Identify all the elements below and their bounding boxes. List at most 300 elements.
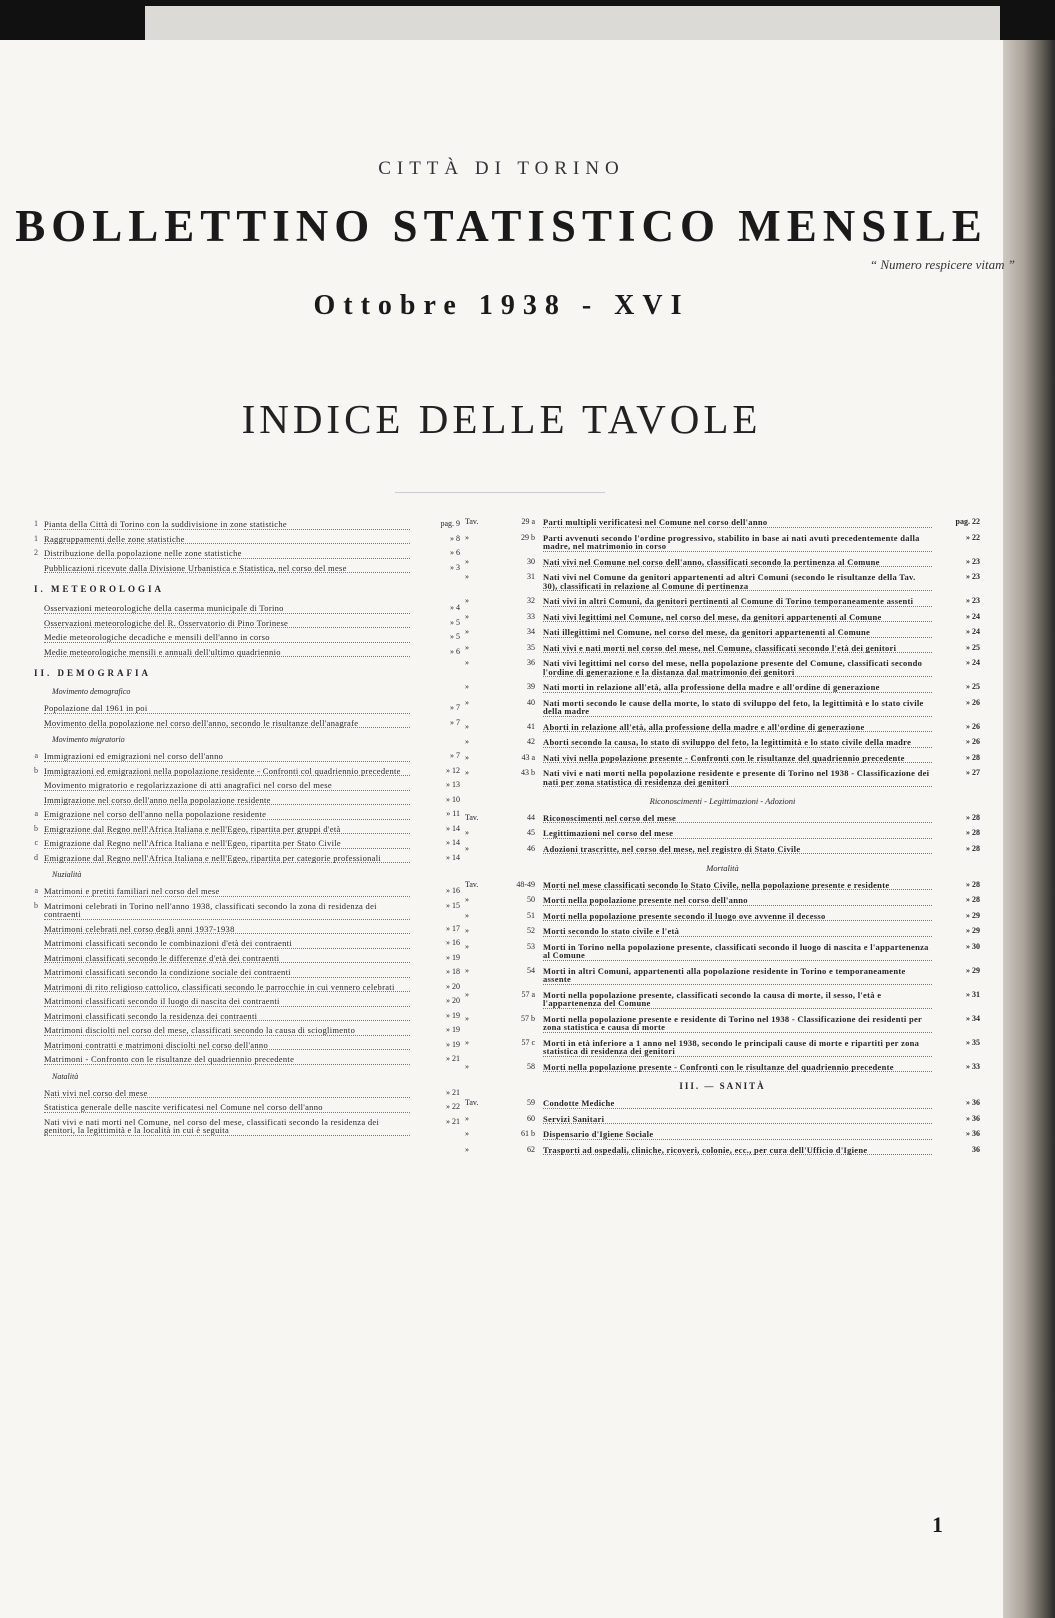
index-entry bbox=[0, 535, 460, 545]
entry-number: b bbox=[34, 900, 38, 910]
table-number: 41 bbox=[527, 721, 535, 731]
table-title: Morti nella popolazione presente, classificati secondo la causa di morte, il sesso, l'età e l'appartenenza del Comune bbox=[543, 991, 932, 1009]
entry-number: c bbox=[34, 838, 38, 847]
movimento-migratorio-list bbox=[0, 752, 460, 863]
table-index-entry bbox=[465, 943, 980, 961]
movimento-demografico-list bbox=[0, 704, 460, 728]
table-number: 58 bbox=[527, 1061, 535, 1071]
table-number: 40 bbox=[527, 697, 535, 707]
entry-page: » 19 bbox=[446, 952, 460, 962]
subsection-riconoscimenti: Riconoscimenti - Legittimazioni - Adozioni bbox=[649, 796, 796, 806]
entry-title: Raggruppamenti delle zone statistiche bbox=[44, 535, 410, 545]
entry-title: Matrimoni classificati secondo il luogo di nascita dei contraenti bbox=[44, 997, 410, 1007]
entry-page: » 16 bbox=[446, 938, 460, 947]
section-demografia: II. DEMOGRAFIA bbox=[34, 668, 152, 678]
table-index-entry bbox=[465, 967, 980, 985]
entry-title: Osservazioni meteorologiche della caserma municipale di Torino bbox=[44, 604, 410, 614]
table-number: 30 bbox=[527, 556, 535, 566]
entry-number: a bbox=[34, 809, 38, 818]
table-number: 51 bbox=[527, 910, 535, 920]
table-page: » 24 bbox=[966, 627, 980, 636]
index-entry bbox=[0, 968, 460, 978]
index-entry bbox=[0, 719, 460, 729]
entry-page: » 11 bbox=[446, 809, 460, 818]
table-page: » 24 bbox=[966, 611, 980, 621]
entry-title: Osservazioni meteorologiche del R. Osservatorio di Pino Torinese bbox=[44, 619, 410, 629]
table-number: 33 bbox=[527, 611, 535, 621]
nuzialita-list bbox=[0, 887, 460, 1065]
table-prefix: Tav. bbox=[465, 812, 479, 822]
table-page: » 35 bbox=[966, 1037, 980, 1047]
table-number: 61 b bbox=[521, 1129, 535, 1138]
entry-page: » 6 bbox=[450, 548, 460, 557]
table-index-entry bbox=[465, 573, 980, 591]
issue-date: Ottobre 1938 - XVI bbox=[313, 290, 690, 321]
entry-page: » 7 bbox=[450, 703, 460, 712]
entry-number: 1 bbox=[34, 533, 38, 543]
entry-number: b bbox=[34, 823, 38, 833]
table-title: Nati vivi legittimi nel corso del mese, nella popolazione presente del Comune, classificati secondo l'ordine di generazione e la distanza dal matrimonio dei genitori bbox=[543, 659, 932, 677]
table-page: » 25 bbox=[966, 642, 980, 652]
table-title: Dispensario d'Igiene Sociale bbox=[543, 1130, 932, 1140]
entry-page: pag. 9 bbox=[440, 519, 460, 528]
entry-title: Distribuzione della popolazione nelle zone statistiche bbox=[44, 549, 410, 559]
table-title: Morti nella popolazione presente nel corso dell'anno bbox=[543, 896, 932, 906]
table-number: 54 bbox=[527, 965, 535, 975]
table-title: Nati morti secondo le cause della morte, lo stato di sviluppo del feto, la legittimità e lo stato civile della madre bbox=[543, 699, 932, 717]
table-index-entry bbox=[465, 896, 980, 906]
table-prefix: » bbox=[465, 532, 469, 542]
entry-page: » 12 bbox=[446, 765, 460, 775]
table-prefix: » bbox=[465, 737, 469, 746]
index-entry bbox=[0, 564, 460, 574]
table-index-entry bbox=[465, 845, 980, 855]
index-entry bbox=[0, 1103, 460, 1113]
riconoscimenti-list bbox=[465, 814, 980, 855]
entry-title: Matrimoni celebrati in Torino nell'anno 1938, classificati secondo la zona di residenza dei contraenti bbox=[44, 902, 410, 920]
table-title: Nati vivi nel Comune da genitori appartenenti ad altri Comuni (secondo le risultanze della Tav. 30), classificati in relazione al Comune di pertinenza bbox=[543, 573, 932, 591]
table-page: » 29 bbox=[966, 965, 980, 975]
entry-page: » 20 bbox=[446, 996, 460, 1005]
table-prefix: » bbox=[465, 768, 469, 777]
entry-page: » 21 bbox=[446, 1116, 460, 1126]
table-index-entry bbox=[465, 699, 980, 717]
intro-list bbox=[0, 520, 460, 573]
index-entry bbox=[0, 997, 460, 1007]
table-page: » 31 bbox=[966, 989, 980, 999]
table-page: » 23 bbox=[966, 556, 980, 566]
mortalita-list bbox=[465, 881, 980, 1073]
table-page: 36 bbox=[972, 1144, 980, 1154]
entry-title: Nati vivi e nati morti nel Comune, nel corso del mese, classificati secondo la residenza dei genitori, la legittimità e la località in cui è seguita bbox=[44, 1118, 410, 1136]
table-number: 34 bbox=[527, 627, 535, 636]
entry-title: Medie meteorologiche decadiche e mensili dell'anno in corso bbox=[44, 633, 410, 643]
subsection-movimento-migratorio: Movimento migratorio bbox=[52, 735, 125, 744]
table-title: Trasporti ad ospedali, cliniche, ricoveri, colonie, ecc., per cura dell'Ufficio d'Igiene bbox=[543, 1146, 932, 1156]
table-index-entry bbox=[465, 829, 980, 839]
table-number: 32 bbox=[527, 596, 535, 605]
table-title: Riconoscimenti nel corso del mese bbox=[543, 814, 932, 824]
table-title: Legittimazioni nel corso del mese bbox=[543, 829, 932, 839]
entry-page: » 21 bbox=[446, 1054, 460, 1063]
index-entry bbox=[0, 1041, 460, 1051]
index-entry bbox=[0, 887, 460, 897]
entry-title: Matrimoni - Confronto con le risultanze del quadriennio precedente bbox=[44, 1055, 410, 1065]
table-page: » 23 bbox=[966, 596, 980, 605]
table-index-entry bbox=[465, 518, 980, 528]
table-index-entry bbox=[465, 1039, 980, 1057]
sanita-list bbox=[465, 1099, 980, 1155]
table-page: » 28 bbox=[966, 879, 980, 889]
entry-page: » 19 bbox=[446, 1010, 460, 1020]
entry-title: Emigrazione nel corso dell'anno nella popolazione residente bbox=[44, 810, 410, 820]
table-index-entry bbox=[465, 769, 980, 787]
entry-title: Matrimoni classificati secondo le combinazioni d'età dei contraenti bbox=[44, 939, 410, 949]
table-title: Nati vivi e nati morti nel corso del mese, nel Comune, classificati secondo l'età dei genitori bbox=[543, 644, 932, 654]
table-number: 48-49 bbox=[516, 879, 535, 889]
table-prefix: Tav. bbox=[465, 879, 479, 889]
entry-page: » 14 bbox=[446, 823, 460, 833]
table-number: 43 a bbox=[521, 752, 535, 762]
entry-number: 1 bbox=[34, 519, 38, 528]
table-index-entry bbox=[465, 723, 980, 733]
table-number: 45 bbox=[527, 828, 535, 837]
table-prefix: » bbox=[465, 910, 469, 920]
table-prefix: » bbox=[465, 1144, 469, 1154]
table-number: 60 bbox=[527, 1113, 535, 1123]
entry-page: » 17 bbox=[446, 923, 460, 933]
table-page: » 28 bbox=[966, 812, 980, 822]
entry-page: » 18 bbox=[446, 967, 460, 976]
section-sanita: III. — SANITÀ bbox=[679, 1081, 766, 1091]
table-page: » 26 bbox=[966, 721, 980, 731]
section-meteorologia: I. METEOROLOGIA bbox=[34, 584, 165, 594]
entry-title: Movimento migratorio e regolarizzazione di atti anagrafici nel corso del mese bbox=[44, 781, 410, 791]
table-page: » 33 bbox=[966, 1061, 980, 1071]
table-prefix: » bbox=[465, 596, 469, 605]
bulletin-title: BOLLETTINO STATISTICO MENSILE bbox=[15, 201, 988, 251]
table-page: » 24 bbox=[966, 658, 980, 667]
table-title: Morti nella popolazione presente secondo il luogo ove avvenne il decesso bbox=[543, 912, 932, 922]
table-prefix: » bbox=[465, 556, 469, 566]
index-entry bbox=[0, 902, 460, 920]
table-number: 43 b bbox=[521, 768, 535, 777]
table-title: Parti avvenuti secondo l'ordine progressivo, stabilito in base ai nati avuti precedentemente dalla madre, nel matrimonio in corso bbox=[543, 534, 932, 552]
table-number: 29 a bbox=[521, 517, 535, 526]
table-prefix: » bbox=[465, 989, 469, 999]
table-number: 57 b bbox=[521, 1013, 535, 1023]
entry-title: Matrimoni classificati secondo la condizione sociale dei contraenti bbox=[44, 968, 410, 978]
index-entry bbox=[0, 704, 460, 714]
entry-page: » 14 bbox=[446, 852, 460, 862]
table-page: » 23 bbox=[966, 572, 980, 581]
table-number: 59 bbox=[527, 1098, 535, 1107]
index-entry bbox=[0, 854, 460, 864]
index-entry bbox=[0, 781, 460, 791]
entry-page: » 19 bbox=[446, 1039, 460, 1049]
table-page: » 25 bbox=[966, 682, 980, 691]
index-entry bbox=[0, 954, 460, 964]
table-index-entry bbox=[465, 628, 980, 638]
right-column bbox=[465, 518, 980, 1161]
entry-title: Matrimoni disciolti nel corso del mese, classificati secondo la causa di scioglimento bbox=[44, 1026, 410, 1036]
entry-page: » 8 bbox=[450, 533, 460, 543]
table-page: » 29 bbox=[966, 910, 980, 920]
entry-page: » 14 bbox=[446, 838, 460, 847]
entry-title: Emigrazione dal Regno nell'Africa Italiana e nell'Egeo, ripartita per Stato Civile bbox=[44, 839, 410, 849]
entry-page: » 6 bbox=[450, 646, 460, 656]
table-prefix: » bbox=[465, 895, 469, 904]
table-index-entry bbox=[465, 683, 980, 693]
table-title: Morti secondo lo stato civile e l'età bbox=[543, 927, 932, 937]
table-title: Morti nella popolazione presente - Confronti con le risultanze del quadriennio precedente bbox=[543, 1063, 932, 1073]
table-index-entry bbox=[465, 644, 980, 654]
entry-number: a bbox=[34, 886, 38, 895]
table-index-entry bbox=[465, 534, 980, 552]
table-page: » 28 bbox=[966, 843, 980, 853]
table-page: » 28 bbox=[966, 828, 980, 837]
table-index-entry bbox=[465, 1015, 980, 1033]
index-entry bbox=[0, 1118, 460, 1136]
table-prefix: » bbox=[465, 1113, 469, 1123]
table-index-entry bbox=[465, 1146, 980, 1156]
table-title: Morti in Torino nella popolazione presente, classificati secondo il luogo di nascita e l'appartenenza al Comune bbox=[543, 943, 932, 961]
table-title: Nati illegittimi nel Comune, nel corso del mese, da genitori appartenenti al Comune bbox=[543, 628, 932, 638]
natalita-list bbox=[0, 1089, 460, 1136]
index-entry bbox=[0, 1012, 460, 1022]
table-number: 53 bbox=[527, 941, 535, 951]
table-index-entry bbox=[465, 1099, 980, 1109]
index-entry bbox=[0, 939, 460, 949]
entry-title: Immigrazioni ed emigrazioni nella popolazione residente - Confronti col quadriennio precedente bbox=[44, 767, 410, 777]
table-page: » 36 bbox=[966, 1129, 980, 1138]
entry-page: » 15 bbox=[446, 900, 460, 910]
table-page: » 22 bbox=[966, 532, 980, 542]
table-prefix: » bbox=[465, 682, 469, 691]
table-index-entry bbox=[465, 1115, 980, 1125]
table-prefix: » bbox=[465, 1037, 469, 1047]
table-number: 35 bbox=[527, 642, 535, 652]
entry-title: Immigrazioni ed emigrazioni nel corso dell'anno bbox=[44, 752, 410, 762]
table-title: Servizi Sanitari bbox=[543, 1115, 932, 1125]
entry-page: » 10 bbox=[446, 794, 460, 804]
table-title: Morti in età inferiore a 1 anno nel 1938, secondo le principali cause di morte e ripartiti per zona statistica di residenza dei genitori bbox=[543, 1039, 932, 1057]
table-page: » 36 bbox=[966, 1113, 980, 1123]
table-page: » 29 bbox=[966, 926, 980, 935]
table-index-entry bbox=[465, 613, 980, 623]
table-prefix: » bbox=[465, 642, 469, 652]
table-title: Nati vivi nel Comune nel corso dell'anno, classificati secondo la pertinenza al Comune bbox=[543, 558, 932, 568]
table-index-entry bbox=[465, 991, 980, 1009]
table-index-entry bbox=[465, 912, 980, 922]
table-index-entry bbox=[465, 597, 980, 607]
index-entry bbox=[0, 767, 460, 777]
table-page: » 30 bbox=[966, 941, 980, 951]
table-number: 39 bbox=[527, 682, 535, 691]
entry-title: Nati vivi nel corso del mese bbox=[44, 1089, 410, 1099]
title-divider bbox=[395, 492, 605, 493]
entry-page: » 5 bbox=[450, 632, 460, 641]
entry-number: b bbox=[34, 765, 38, 775]
page-number: 1 bbox=[932, 1512, 943, 1537]
table-title: Nati morti in relazione all'età, alla professione della madre e all'ordine di generazione bbox=[543, 683, 932, 693]
table-number: 29 b bbox=[521, 532, 535, 542]
table-number: 57 c bbox=[521, 1037, 535, 1047]
table-title: Morti in altri Comuni, appartenenti alla popolazione residente in Torino e temporaneamente assente bbox=[543, 967, 932, 985]
table-title: Nati vivi legittimi nel Comune, nel corso del mese, da genitori appartenenti al Comune bbox=[543, 613, 932, 623]
motto: “ Numero respicere vitam ” bbox=[869, 257, 1015, 272]
entry-title: Pubblicazioni ricevute dalla Divisione Urbanistica e Statistica, nel corso del mese bbox=[44, 564, 410, 574]
table-number: 36 bbox=[527, 658, 535, 667]
subsection-movimento-demografico: Movimento demografico bbox=[52, 687, 131, 696]
table-prefix: Tav. bbox=[465, 1098, 479, 1107]
table-title: Adozioni trascritte, nel corso del mese, nel registro di Stato Civile bbox=[543, 845, 932, 855]
table-title: Nati vivi nella popolazione presente - Confronti con le risultanze del quadriennio precedente bbox=[543, 754, 932, 764]
table-title: Nati vivi in altri Comuni, da genitori pertinenti al Comune di Torino temporaneamente assenti bbox=[543, 597, 932, 607]
entry-title: Matrimoni classificati secondo la residenza dei contraenti bbox=[44, 1012, 410, 1022]
index-entry bbox=[0, 520, 460, 530]
table-page: » 28 bbox=[966, 895, 980, 904]
table-prefix: » bbox=[465, 572, 469, 581]
table-prefix: » bbox=[465, 941, 469, 951]
index-entry bbox=[0, 752, 460, 762]
natalita-tables-list bbox=[465, 518, 980, 787]
index-entry bbox=[0, 549, 460, 559]
index-entry bbox=[0, 604, 460, 614]
entry-title: Pianta della Città di Torino con la suddivisione in zone statistiche bbox=[44, 520, 410, 530]
entry-title: Statistica generale delle nascite verificatesi nel Comune nel corso dell'anno bbox=[44, 1103, 410, 1113]
entry-page: » 7 bbox=[450, 717, 460, 727]
entry-title: Movimento della popolazione nel corso dell'anno, secondo le risultanze dell'anagrafe bbox=[44, 719, 410, 729]
index-entry bbox=[0, 839, 460, 849]
table-title: Condotte Mediche bbox=[543, 1099, 932, 1109]
entry-page: » 20 bbox=[446, 981, 460, 991]
table-number: 46 bbox=[527, 843, 535, 853]
entry-title: Matrimoni celebrati nel corso degli anni 1937-1938 bbox=[44, 925, 410, 935]
entry-title: Matrimoni classificati secondo le differenze d'età dei contraenti bbox=[44, 954, 410, 964]
entry-page: » 22 bbox=[446, 1102, 460, 1111]
table-prefix: » bbox=[465, 1013, 469, 1023]
table-prefix: Tav. bbox=[465, 517, 479, 526]
scan-top-page-edge bbox=[145, 6, 1000, 40]
entry-page: » 3 bbox=[450, 562, 460, 572]
entry-title: Matrimoni di rito religioso cattolico, classificati secondo le parrocchie in cui vennero celebrati bbox=[44, 983, 410, 993]
table-title: Nati vivi e nati morti nella popolazione residente e presente di Torino nel 1938 - Classificazione dei nati per zona statistica di residenza dei genitori bbox=[543, 769, 932, 787]
entry-page: » 13 bbox=[446, 780, 460, 789]
entry-page: » 16 bbox=[446, 886, 460, 895]
table-prefix: » bbox=[465, 697, 469, 707]
index-entry bbox=[0, 825, 460, 835]
index-title: INDICE DELLE TAVOLE bbox=[241, 396, 762, 442]
table-title: Parti multipli verificatesi nel Comune nel corso dell'anno bbox=[543, 518, 932, 528]
entry-number: 2 bbox=[34, 548, 38, 557]
city-heading: CITTÀ DI TORINO bbox=[378, 158, 625, 179]
table-prefix: » bbox=[465, 658, 469, 667]
entry-page: » 7 bbox=[450, 751, 460, 760]
table-index-entry bbox=[465, 1063, 980, 1073]
table-title: Aborti secondo la causa, lo stato di sviluppo del feto, la legittimità e lo stato civile della madre bbox=[543, 738, 932, 748]
index-entry bbox=[0, 810, 460, 820]
table-prefix: » bbox=[465, 926, 469, 935]
entry-page: » 21 bbox=[446, 1087, 460, 1097]
table-index-entry bbox=[465, 754, 980, 764]
table-page: » 27 bbox=[966, 768, 980, 777]
entry-page: » 5 bbox=[450, 617, 460, 627]
book-spine-edge bbox=[1003, 40, 1055, 1618]
table-prefix: » bbox=[465, 752, 469, 762]
table-number: 44 bbox=[527, 812, 535, 822]
table-prefix: » bbox=[465, 721, 469, 731]
table-page: pag. 22 bbox=[955, 517, 980, 526]
index-entry bbox=[0, 1055, 460, 1065]
table-index-entry bbox=[465, 659, 980, 677]
index-entry bbox=[0, 796, 460, 806]
table-page: » 26 bbox=[966, 737, 980, 746]
table-page: » 34 bbox=[966, 1013, 980, 1023]
table-number: 50 bbox=[527, 895, 535, 904]
table-index-entry bbox=[465, 738, 980, 748]
entry-page: » 4 bbox=[450, 603, 460, 612]
table-prefix: » bbox=[465, 965, 469, 975]
entry-title: Medie meteorologiche mensili e annuali dell'ultimo quadriennio bbox=[44, 648, 410, 658]
table-number: 52 bbox=[527, 926, 535, 935]
subsection-mortalita: Mortalità bbox=[706, 863, 739, 873]
table-title: Aborti in relazione all'età, alla professione della madre e all'ordine di generazione bbox=[543, 723, 932, 733]
subsection-nuzialita: Nuzialità bbox=[52, 870, 82, 879]
table-number: 62 bbox=[527, 1144, 535, 1154]
table-number: 57 a bbox=[521, 989, 535, 999]
index-entry bbox=[0, 648, 460, 658]
entry-number: d bbox=[34, 852, 38, 862]
table-number: 42 bbox=[527, 737, 535, 746]
table-prefix: » bbox=[465, 828, 469, 837]
index-entry bbox=[0, 619, 460, 629]
entry-number: a bbox=[34, 751, 38, 760]
index-entry bbox=[0, 925, 460, 935]
table-index-entry bbox=[465, 1130, 980, 1140]
table-index-entry bbox=[465, 927, 980, 937]
entry-title: Immigrazione nel corso dell'anno nella popolazione residente bbox=[44, 796, 410, 806]
left-column bbox=[0, 520, 460, 1141]
table-index-entry bbox=[465, 558, 980, 568]
subsection-natalita: Natalità bbox=[52, 1071, 79, 1081]
table-prefix: » bbox=[465, 843, 469, 853]
entry-title: Matrimoni e pretiti familiari nel corso del mese bbox=[44, 887, 410, 897]
meteorologia-list bbox=[0, 604, 460, 657]
table-title: Morti nel mese classificati secondo lo Stato Civile, nella popolazione presente e residente bbox=[543, 881, 932, 891]
table-prefix: » bbox=[465, 1061, 469, 1071]
index-entry bbox=[0, 1089, 460, 1099]
table-title: Morti nella popolazione presente e residente di Torino nel 1938 - Classificazione dei residenti per zona statistica e causa di morte bbox=[543, 1015, 932, 1033]
table-page: » 28 bbox=[966, 752, 980, 762]
table-prefix: » bbox=[465, 611, 469, 621]
table-index-entry bbox=[465, 881, 980, 891]
index-entry bbox=[0, 983, 460, 993]
index-entry bbox=[0, 1026, 460, 1036]
table-page: » 26 bbox=[966, 697, 980, 707]
entry-page: » 19 bbox=[446, 1025, 460, 1034]
index-entry bbox=[0, 633, 460, 643]
table-prefix: » bbox=[465, 627, 469, 636]
entry-title: Popolazione dal 1961 in poi bbox=[44, 704, 410, 714]
entry-title: Matrimoni contratti e matrimoni disciolti nel corso dell'anno bbox=[44, 1041, 410, 1051]
entry-title: Emigrazione dal Regno nell'Africa Italiana e nell'Egeo, ripartita per categorie professionali bbox=[44, 854, 410, 864]
table-number: 31 bbox=[527, 572, 535, 581]
table-page: » 36 bbox=[966, 1098, 980, 1107]
table-prefix: » bbox=[465, 1129, 469, 1138]
entry-title: Emigrazione dal Regno nell'Africa Italiana e nell'Egeo, ripartita per gruppi d'età bbox=[44, 825, 410, 835]
table-index-entry bbox=[465, 814, 980, 824]
